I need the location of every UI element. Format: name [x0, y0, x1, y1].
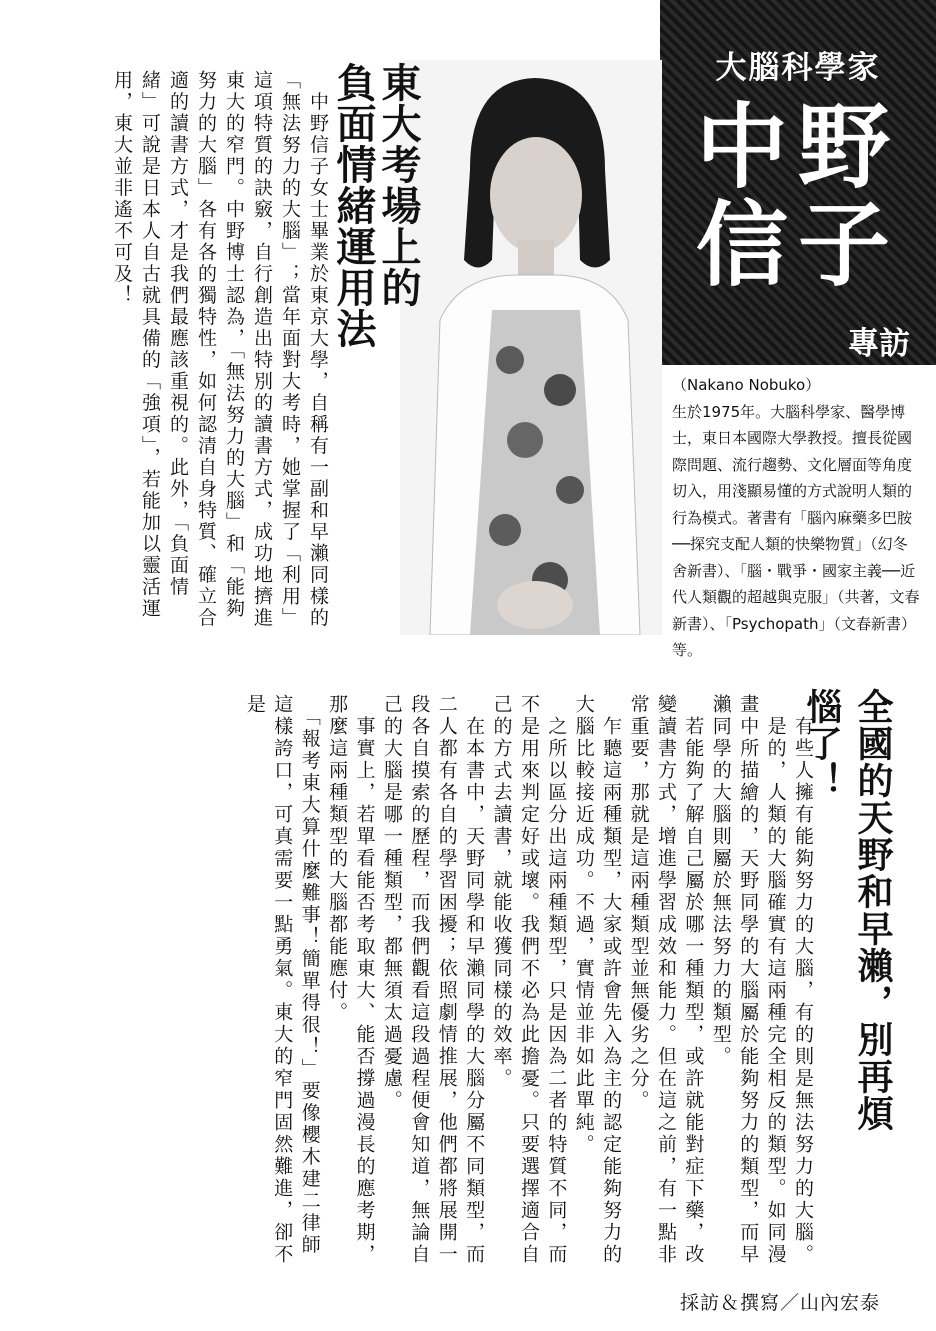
bio [672, 372, 922, 664]
interview-label: 專訪 [848, 326, 910, 362]
bio-text: 生於1975年。大腦科學家、醫學博士，東日本國際大學教授。擅長從國際問題、流行趨勢、文化層面等角度切入，用淺顯易懂的方式說明人類的行為模式。著書有「腦內麻藥多巴胺──探究支配人類的快樂物質」（幻冬舍新書）、「腦・戰爭・國家主義──近代人類觀的超越與克服」（共著，文春新書）、「Psychopath」（文春新書）等。 [672, 402, 920, 659]
title-block [660, 0, 936, 365]
name-line-2: 信子 [695, 192, 900, 299]
bio-name: （Nakano Nobuko） [672, 376, 821, 394]
intro-text: 中野信子女士畢業於東京大學，自稱有一副和早瀨同樣的「無法努力的大腦」；當年面對大考時，她掌握了「利用」這項特質的訣竅，自行創造出特別的讀書方式，成功地擠進東大的窄門。中野博士認為，「無法努力的大腦」和「能夠努力的大腦」各有各的獨特性，如何認清自身特質、確立合適的讀書方式，才是我們最應該重視的。此外，「負面情緒」可說是日本人自古就具備的「強項」，若能加以靈活運用，東大並非遙不可及！ [111, 70, 329, 629]
name-line-1: 中野 [695, 94, 900, 201]
section-headline: 全國的天野和早瀨，別再煩惱了！ [801, 688, 893, 1132]
intro-headline: 東大考場上的 負面情緒運用法 [330, 62, 421, 349]
portrait-photo [400, 60, 662, 635]
credit: 採訪＆撰寫／山內宏泰 [679, 1292, 880, 1314]
subtitle: 大腦科學家 [715, 50, 881, 86]
body-text: 有些人擁有能夠努力的大腦，有的則是無法努力的大腦。 是的，人類的大腦確實有這兩種完全相反的類型。如同漫畫中所描繪的，天野同學的大腦屬於能夠努力的類型，而早瀨同學的大腦則屬於無法努力的類型。 若能夠了解自己屬於哪一種類型，或許就能對症下藥，改變讀書方式，增進學習成效和能力。但在這之前，有一點非常重要，那就是這兩種類型並無優劣之分。 乍聽這兩種類型，大家或許會先入為主的認定能夠努力的大腦比較接近成功。不過，實情並非如此單純。 之所以區分出這兩種類型，只是因為二者的特質不同，而不是用來判定好或壞。我們不必為此擔憂。只要選擇適合自己的方式去讀書，就能收獲同樣的效率。 在本書中，天野同學和早瀨同學的大腦分屬不同類型，而二人都有各自的學習困擾；依照劇情推展，他們都將展開一段各自摸索的歷程，而我們觀看這段過程便會知道，無論自己的大腦是哪一種類型，都無須太過憂慮。 事實上，若單看能否考取東大、能否撐過漫長的應考期，那麼這兩種類型的大腦都能應付。 「報考東大算什麼難事！簡單得很！」要像櫻木建二律師這樣誇口，可真需要一點勇氣。東大的窄門固然難進，卻不是 [243, 694, 814, 1266]
